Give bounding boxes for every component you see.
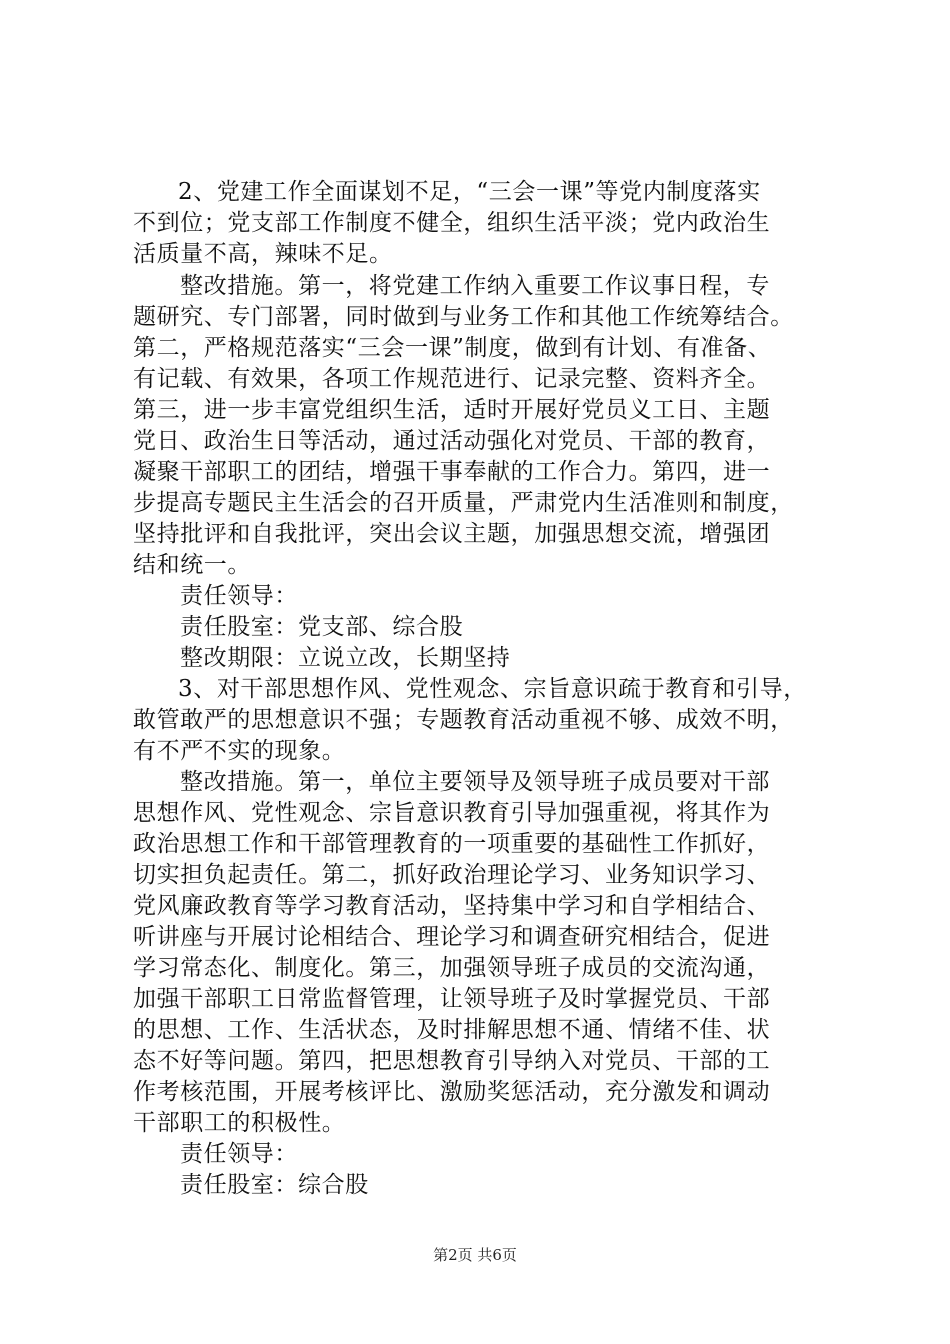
text-line: 态不好等问题。第四，把思想教育引导纳入对党员、干部的工 xyxy=(133,1048,771,1074)
text-line: 有记载、有效果，各项工作规范进行、记录完整、资料齐全。 xyxy=(133,366,771,392)
text-line: 整改期限：立说立改，长期坚持 xyxy=(180,645,511,671)
text-line: 不到位；党支部工作制度不健全，组织生活平淡；党内政治生 xyxy=(133,210,771,236)
text-line: 思想作风、党性观念、宗旨意识教育引导加强重视，将其作为 xyxy=(133,800,771,826)
text-line: 敢管敢严的思想意识不强；专题教育活动重视不够、成效不明， xyxy=(133,707,794,733)
text-line: 凝聚干部职工的团结，增强干事奉献的工作合力。第四，进一 xyxy=(133,459,771,485)
text-line: 切实担负起责任。第二，抓好政治理论学习、业务知识学习、 xyxy=(133,862,771,888)
text-line: 学习常态化、制度化。第三，加强领导班子成员的交流沟通， xyxy=(133,955,771,981)
text-line: 的思想、工作、生活状态，及时排解思想不通、情绪不佳、状 xyxy=(133,1017,771,1043)
text-line: 加强干部职工日常监督管理，让领导班子及时掌握党员、干部 xyxy=(133,986,771,1012)
text-line: 党日、政治生日等活动，通过活动强化对党员、干部的教育， xyxy=(133,428,771,454)
text-line: 有不严不实的现象。 xyxy=(133,738,346,764)
page-footer: 第2页 共6页 xyxy=(433,1246,517,1264)
text-line: 活质量不高，辣味不足。 xyxy=(133,241,393,267)
text-line: 题研究、专门部署，同时做到与业务工作和其他工作统筹结合。 xyxy=(133,304,794,330)
text-line: 整改措施。第一，将党建工作纳入重要工作议事日程，专 xyxy=(180,273,770,299)
text-line: 步提高专题民主生活会的召开质量，严肃党内生活准则和制度， xyxy=(133,490,794,516)
text-line: 第三，进一步丰富党组织生活，适时开展好党员义工日、主题 xyxy=(133,397,771,423)
text-line: 第二，严格规范落实“三会一课”制度，做到有计划、有准备、 xyxy=(133,335,772,361)
text-line: 责任领导： xyxy=(180,583,298,609)
text-line: 政治思想工作和干部管理教育的一项重要的基础性工作抓好， xyxy=(133,831,771,857)
text-line: 整改措施。第一，单位主要领导及领导班子成员要对干部 xyxy=(180,769,770,795)
text-line: 坚持批评和自我批评，突出会议主题，加强思想交流，增强团 xyxy=(133,521,771,547)
text-line: 3、对干部思想作风、党性观念、宗旨意识疏于教育和引导， xyxy=(178,676,807,702)
text-line: 责任股室：综合股 xyxy=(180,1172,369,1198)
text-line: 结和统一。 xyxy=(133,552,251,578)
text-line: 干部职工的积极性。 xyxy=(133,1110,346,1136)
text-line: 党风廉政教育等学习教育活动，坚持集中学习和自学相结合、 xyxy=(133,893,771,919)
text-line: 责任股室：党支部、综合股 xyxy=(180,614,464,640)
text-line: 2、党建工作全面谋划不足，“三会一课”等党内制度落实 xyxy=(178,179,761,205)
text-line: 听讲座与开展讨论相结合、理论学习和调查研究相结合，促进 xyxy=(133,924,771,950)
text-line: 责任领导： xyxy=(180,1141,298,1167)
text-line: 作考核范围，开展考核评比、激励奖惩活动，充分激发和调动 xyxy=(133,1079,771,1105)
